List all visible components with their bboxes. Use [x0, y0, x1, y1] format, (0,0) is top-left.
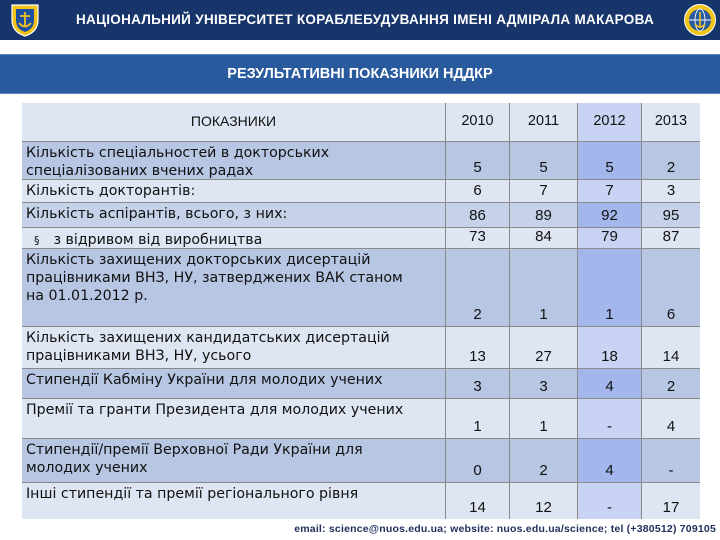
value-2010: 14 — [469, 499, 486, 516]
value-2013: 6 — [666, 306, 676, 323]
indicator-label-line: Стипендії/премії Верховної Ради України для — [26, 442, 363, 458]
indicator-label-cell — [22, 249, 445, 326]
indicator-label — [26, 441, 443, 477]
footer-contacts: email: science@nuos.edu.ua; website: nuos.edu.ua/science; tel (+380512) 709105 — [294, 523, 716, 535]
value-2012: 7 — [605, 182, 614, 199]
value-2012: 92 — [601, 207, 618, 224]
university-shield-icon — [6, 2, 44, 38]
indicator-label-line: Кількість аспірантів, всього, з них: — [26, 206, 288, 222]
value-cell — [510, 142, 577, 179]
value-2013: 87 — [662, 228, 680, 245]
indicator-label — [26, 205, 443, 223]
value-2013: 2 — [666, 159, 676, 176]
indicator-label-line: на 01.01.2012 р. — [26, 288, 148, 304]
globe-anchor-icon — [683, 3, 717, 37]
header-bar — [0, 0, 720, 40]
value-cell — [446, 399, 509, 438]
indicator-label-line: молодих учених — [26, 460, 148, 476]
column-header-year: 2012 — [578, 103, 641, 141]
value-cell — [510, 327, 577, 368]
value-cell — [446, 327, 509, 368]
value-cell — [578, 369, 641, 398]
indicator-label-cell — [22, 439, 445, 482]
value-cell — [510, 439, 577, 482]
indicator-label-line: Кількість захищених кандидатських дисертацій — [26, 330, 390, 346]
value-cell — [642, 439, 700, 482]
value-cell — [642, 228, 700, 248]
indicator-label-line: Стипендії Кабміну України для молодих учених — [26, 372, 383, 388]
value-2012: 4 — [605, 462, 614, 479]
indicator-label — [26, 329, 443, 365]
value-cell — [510, 180, 577, 202]
value-cell — [642, 399, 700, 438]
indicator-label — [34, 231, 443, 250]
indicator-label-cell — [22, 399, 445, 438]
value-cell — [510, 203, 577, 227]
value-2011: 12 — [535, 499, 552, 516]
value-cell — [578, 180, 641, 202]
value-cell — [446, 439, 509, 482]
value-2011: 3 — [539, 378, 548, 395]
value-cell — [578, 142, 641, 179]
value-2010: 6 — [473, 182, 482, 199]
value-2013: - — [668, 462, 674, 479]
value-cell — [578, 483, 641, 519]
indicator-label — [26, 251, 443, 305]
indicators-table — [22, 103, 700, 519]
indicator-label — [26, 401, 443, 419]
column-header-year: 2013 — [642, 103, 700, 141]
value-2010: 73 — [469, 228, 486, 245]
value-cell — [446, 369, 509, 398]
indicator-label-line: Кількість спеціальностей в докторських — [26, 145, 330, 161]
value-cell — [578, 327, 641, 368]
value-2011: 1 — [539, 306, 548, 323]
indicator-label — [26, 485, 443, 503]
indicator-label — [26, 371, 443, 389]
value-2013: 17 — [662, 499, 680, 516]
value-cell — [446, 203, 509, 227]
value-cell — [578, 439, 641, 482]
value-2010: 5 — [473, 159, 482, 176]
value-cell — [510, 369, 577, 398]
value-cell — [510, 483, 577, 519]
column-header-year: 2010 — [446, 103, 509, 141]
value-2013: 3 — [666, 182, 676, 199]
value-cell — [642, 483, 700, 519]
indicator-label-cell — [22, 228, 445, 248]
page-title: РЕЗУЛЬТАТИВНІ ПОКАЗНИКИ НДДКР — [227, 66, 493, 82]
value-2010: 13 — [469, 348, 486, 365]
value-cell — [578, 228, 641, 248]
value-cell — [578, 399, 641, 438]
value-2012: - — [607, 499, 612, 516]
value-cell — [578, 249, 641, 326]
value-2012: 1 — [605, 306, 614, 323]
indicator-label — [26, 144, 443, 180]
column-header-year: 2011 — [510, 103, 577, 141]
value-cell — [642, 203, 700, 227]
value-cell — [510, 249, 577, 326]
value-2010: 86 — [469, 207, 486, 224]
indicator-label-line: Премії та гранти Президента для молодих учених — [26, 402, 404, 418]
indicator-label-line: Кількість докторантів: — [26, 183, 196, 199]
value-cell — [446, 249, 509, 326]
value-cell — [642, 369, 700, 398]
indicator-label-line: Інші стипендії та премії регіонального рівня — [26, 486, 359, 502]
value-2011: 7 — [539, 182, 548, 199]
value-cell — [446, 180, 509, 202]
indicator-label-line: з відривом від виробництва — [53, 232, 263, 248]
value-2012: 5 — [605, 159, 614, 176]
value-2013: 4 — [666, 418, 676, 435]
footer — [0, 521, 720, 540]
value-2013: 2 — [666, 378, 676, 395]
indicator-label-cell — [22, 180, 445, 202]
value-2012: 18 — [601, 348, 618, 365]
value-2011: 5 — [539, 159, 548, 176]
value-2012: 4 — [605, 378, 614, 395]
value-2013: 14 — [662, 348, 680, 365]
value-cell — [642, 180, 700, 202]
value-cell — [446, 483, 509, 519]
indicator-label-line: працівниками ВНЗ, НУ, затверджених ВАК станом — [26, 270, 403, 286]
column-header-label: ПОКАЗНИКИ — [190, 113, 277, 129]
value-2010: 3 — [473, 378, 482, 395]
value-2013: 95 — [662, 207, 680, 224]
indicator-label-cell — [22, 369, 445, 398]
value-2012: - — [607, 418, 612, 435]
indicator-label-cell — [22, 483, 445, 519]
indicator-label — [26, 182, 443, 200]
indicator-label-line: працівниками ВНЗ, НУ, усього — [26, 348, 252, 364]
value-2010: 2 — [473, 306, 482, 323]
value-2012: 79 — [601, 228, 618, 245]
value-2010: 0 — [473, 462, 482, 479]
value-2011: 89 — [535, 207, 552, 224]
value-cell — [446, 228, 509, 248]
value-cell — [642, 327, 700, 368]
value-2011: 2 — [539, 462, 548, 479]
university-name: НАЦІОНАЛЬНИЙ УНІВЕРСИТЕТ КОРАБЛЕБУДУВАННЯ ІМЕНІ АДМІРАЛА МАКАРОВА — [75, 12, 655, 27]
indicator-label-cell — [22, 203, 445, 227]
value-cell — [578, 203, 641, 227]
header-cell-indicators — [22, 103, 445, 141]
value-cell — [642, 249, 700, 326]
value-cell — [510, 399, 577, 438]
page-title-bar — [0, 54, 720, 94]
value-cell — [446, 142, 509, 179]
indicator-label-cell — [22, 327, 445, 368]
value-cell — [642, 142, 700, 179]
indicator-label-cell — [22, 142, 445, 179]
value-2011: 84 — [535, 228, 552, 245]
value-cell — [510, 228, 577, 248]
indicator-label-line: спеціалізованих вчених радах — [26, 163, 254, 179]
value-2011: 1 — [539, 418, 548, 435]
value-2011: 27 — [535, 348, 552, 365]
bullet-icon: § — [34, 234, 40, 247]
indicator-label-line: Кількість захищених докторських дисертацій — [26, 252, 371, 268]
value-2010: 1 — [473, 418, 482, 435]
